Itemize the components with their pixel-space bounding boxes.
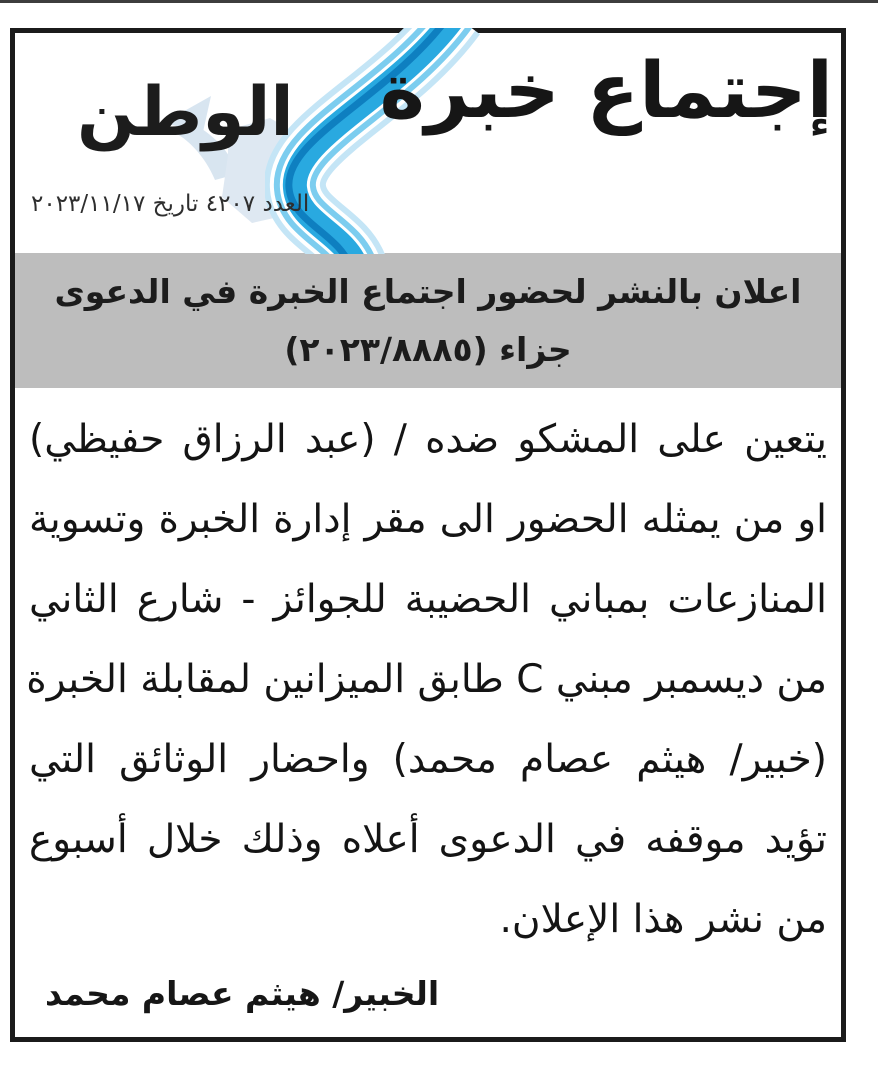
ad-headline: إجتماع خبرة: [379, 47, 833, 136]
masthead: [15, 33, 841, 253]
expert-signature: الخبير/ هيثم عصام محمد: [45, 974, 440, 1013]
newspaper-logo: الوطن: [77, 73, 294, 152]
notice-body: [15, 388, 841, 960]
issue-date-line: العدد ٤٢٠٧ تاريخ ٢٠٢٣/١١/١٧: [31, 191, 310, 217]
notice-title-line-1: اعلان بالنشر لحضور اجتماع الخبرة في الدعوى: [54, 271, 802, 311]
notice-body-line: المنازعات بمباني الحضيبة للجوائز - شارع الثاني: [29, 577, 827, 622]
notice-title-banner: [15, 253, 841, 388]
notice-body-line: يتعين على المشكو ضده / (عبد الرزاق حفيظي): [29, 417, 827, 462]
notice-body-line: من ديسمبر مبني C طابق الميزانين لمقابلة الخبرة: [26, 657, 827, 702]
notice-body-line: تؤيد موقفه في الدعوى أعلاه وذلك خلال أسبوع: [29, 817, 827, 862]
notice-title-line-2: جزاء (٢٠٢٣/٨٨٨٥): [284, 329, 572, 369]
notice-body-line: (خبير/ هيثم عصام محمد) واحضار الوثائق التي: [29, 737, 827, 782]
notice-body-line: او من يمثله الحضور الى مقر إدارة الخبرة وتسوية: [29, 497, 827, 542]
notice-body-line: من نشر هذا الإعلان.: [499, 897, 827, 942]
ad-frame: [10, 28, 846, 1042]
scan-artifact-line: [0, 0, 878, 3]
